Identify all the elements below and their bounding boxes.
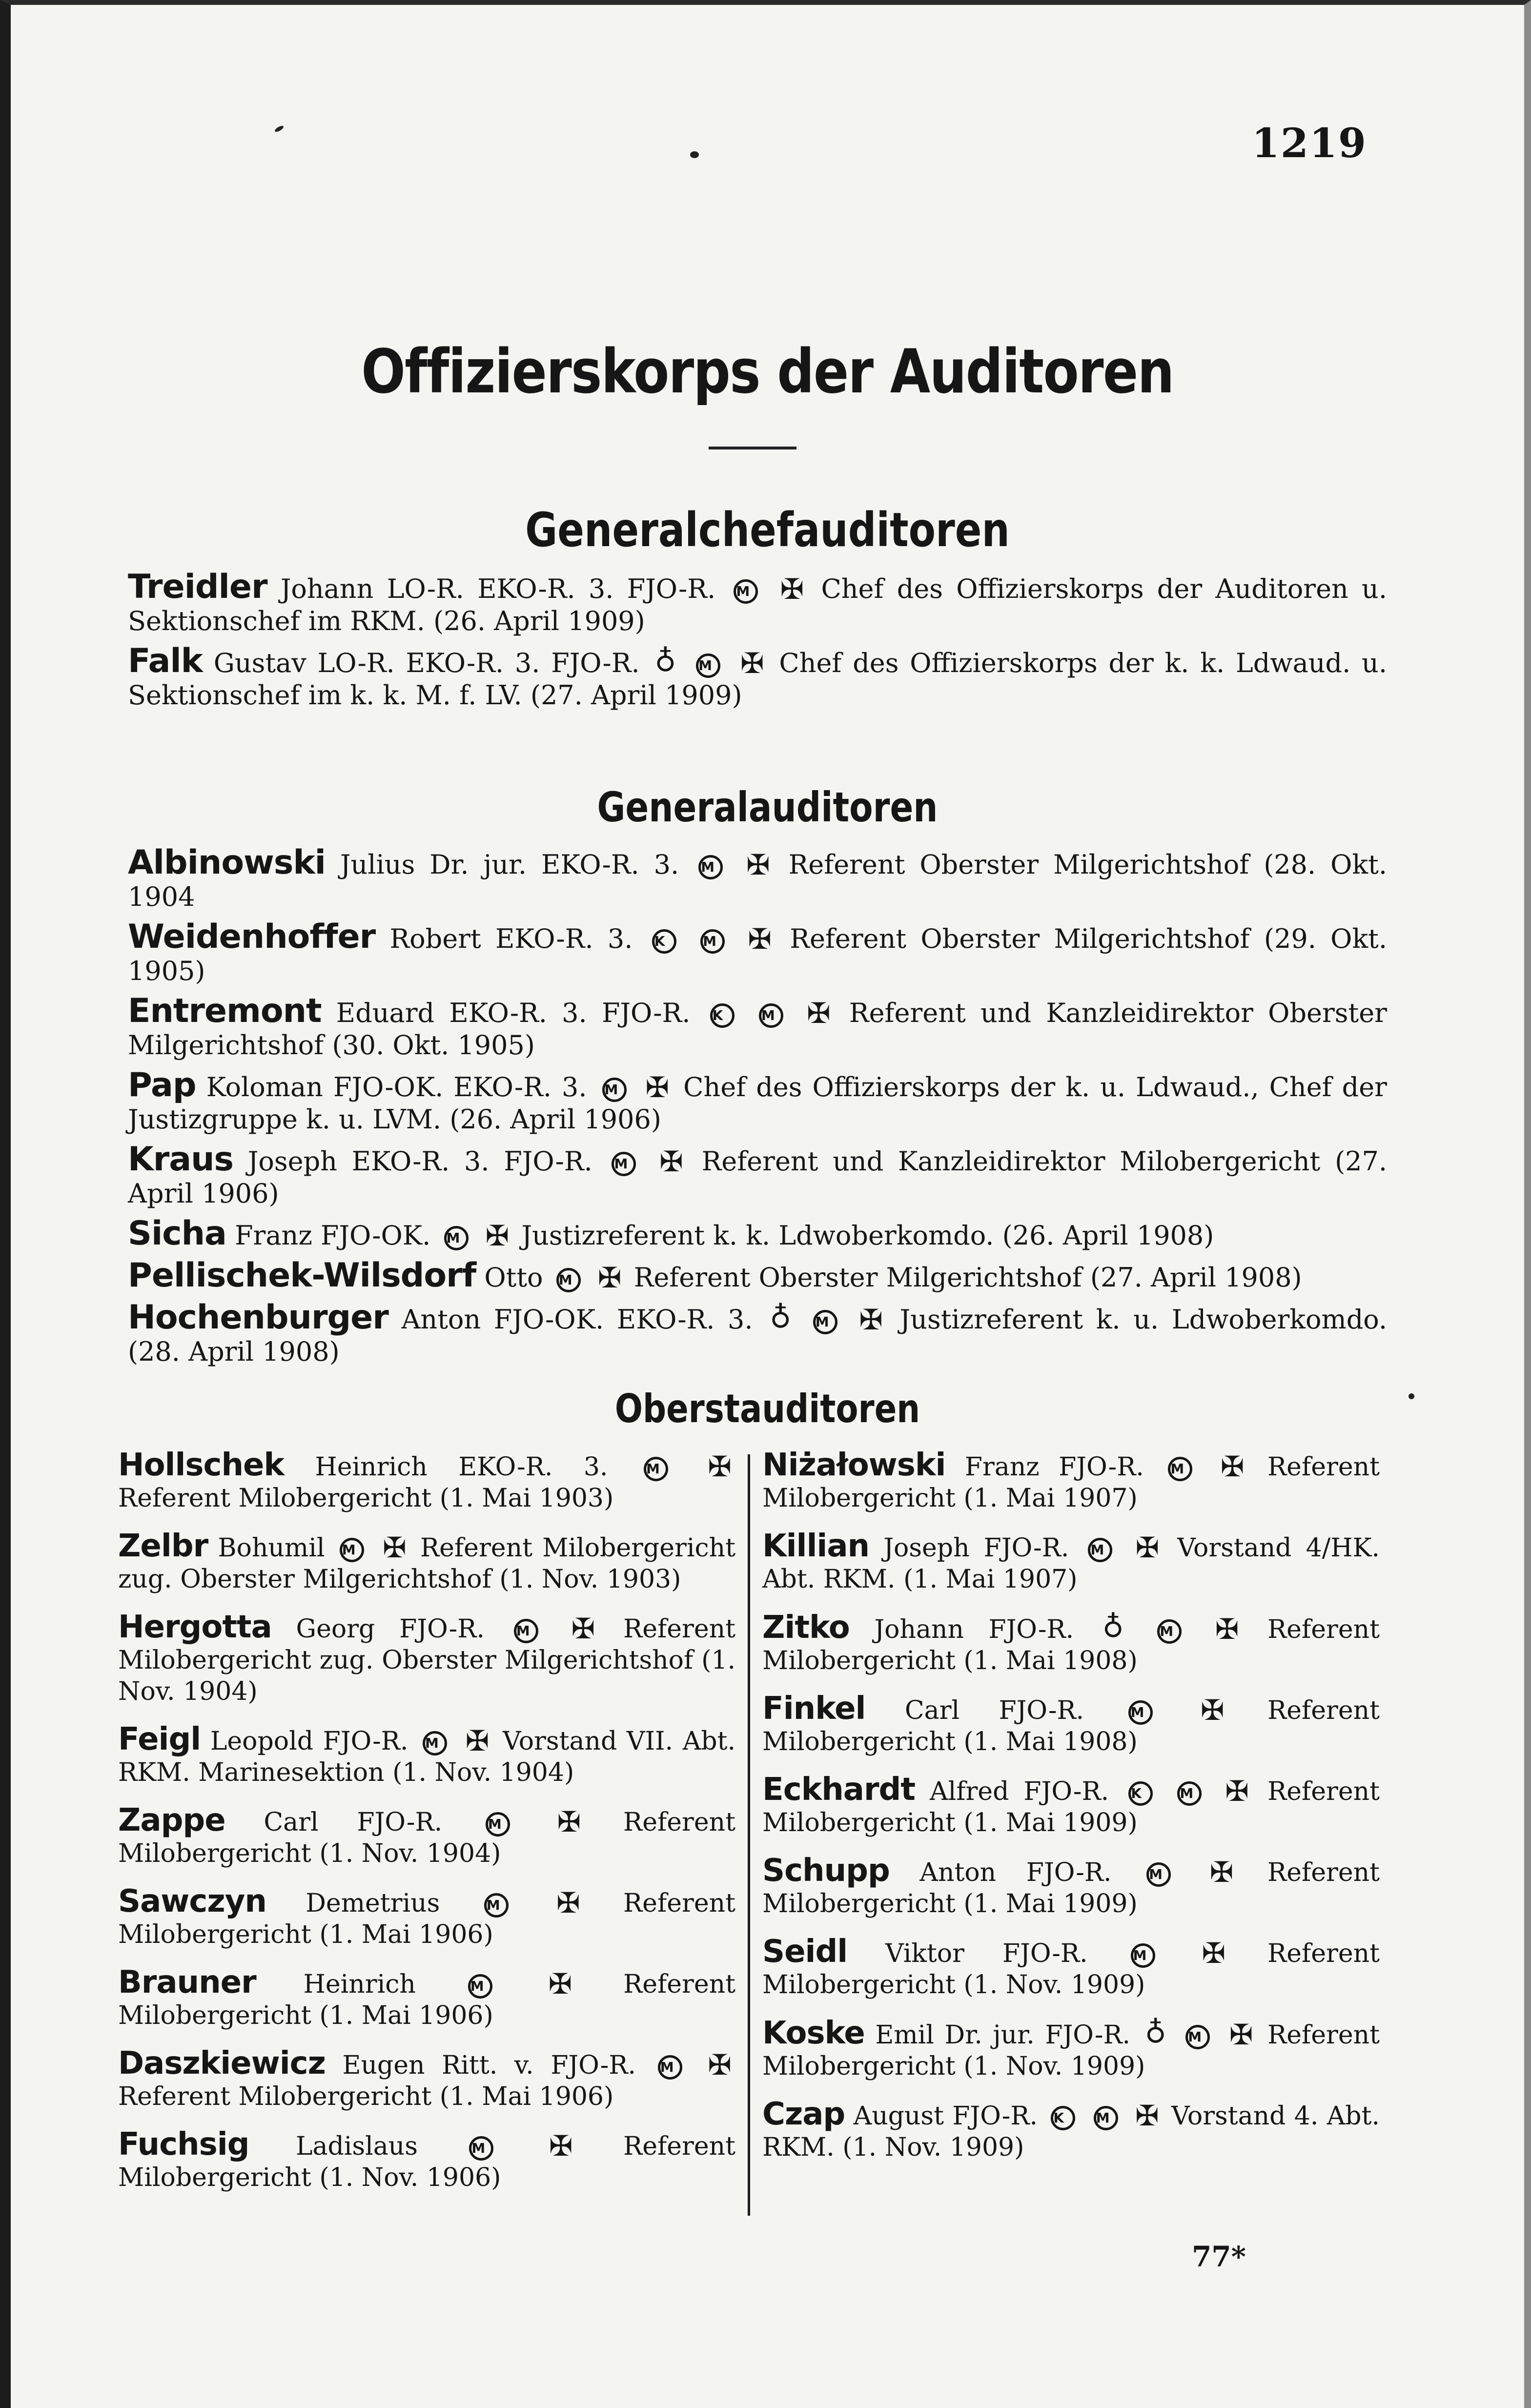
cross-icon: ✠ bbox=[807, 997, 831, 1030]
entry-part1: Ladislaus bbox=[295, 2132, 418, 2161]
entry-part1: Joseph EKO-R. 3. FJO-R. bbox=[247, 1146, 592, 1177]
entry-zappe bbox=[118, 1802, 736, 1869]
cross-icon: ✠ bbox=[548, 1967, 572, 2000]
entry-surname: Pap bbox=[128, 1066, 196, 1104]
cross-icon: ✠ bbox=[383, 1531, 407, 1564]
section-generalchefauditoren bbox=[128, 568, 1388, 719]
medal-k-icon: K bbox=[1128, 1781, 1153, 1806]
title-divider bbox=[709, 447, 796, 449]
entry-surname: Sicha bbox=[128, 1214, 226, 1253]
entry-part2: Referent Milobergericht (1. Mai 1908) bbox=[762, 1696, 1380, 1756]
entry-part2: Referent Milobergericht (1. Mai 1909) bbox=[762, 1858, 1380, 1918]
entry-surname: Falk bbox=[128, 642, 203, 680]
entry-part2: Chef des Offizierskorps der k. k. Ldwaud. u. Sektionschef im k. k. M. f. LV. (27. April 1909) bbox=[128, 648, 1388, 711]
entry-kraus bbox=[128, 1140, 1388, 1210]
entry-part1: Bohumil bbox=[218, 1533, 325, 1563]
entry-surname: Seidl bbox=[762, 1934, 848, 1970]
entry-entremont bbox=[128, 992, 1387, 1061]
medal-m-icon: M bbox=[612, 1152, 636, 1176]
medal-m-icon: M bbox=[1185, 2025, 1210, 2049]
entry-surname: Finkel bbox=[762, 1691, 866, 1727]
ink-speck bbox=[1409, 1393, 1414, 1399]
entry-part1: Viktor FJO-R. bbox=[885, 1939, 1088, 1968]
section-oberstauditoren bbox=[118, 1449, 1382, 2230]
medal-m-icon: M bbox=[1088, 1538, 1112, 1562]
entry-part2: Referent Oberster Milgerichtshof (27. April 1908) bbox=[633, 1262, 1302, 1293]
medal-m-icon: M bbox=[813, 1310, 837, 1334]
entry-surname: Entremont bbox=[128, 992, 322, 1030]
medal-m-icon: M bbox=[700, 929, 725, 954]
entry-pellischek-wilsdorf bbox=[128, 1256, 1387, 1295]
ring-icon: ♁ bbox=[1144, 2016, 1166, 2050]
entry-part2: Referent Milobergericht (1. Nov. 1909) bbox=[762, 1939, 1380, 2000]
entry-zelbr bbox=[118, 1528, 736, 1595]
medal-m-icon: M bbox=[759, 1003, 783, 1028]
section-heading-generalchefauditoren: Generalchefauditoren bbox=[525, 503, 1010, 557]
medal-m-icon: M bbox=[1128, 1700, 1153, 1725]
entry-surname: Hergotta bbox=[118, 1609, 272, 1645]
cross-icon: ✠ bbox=[1135, 1531, 1160, 1564]
entry-part1: Franz FJO-R. bbox=[964, 1452, 1144, 1482]
entry-surname: Zelbr bbox=[118, 1528, 208, 1564]
entry-part1: Emil Dr. jur. FJO-R. bbox=[875, 2020, 1131, 2050]
entry-albinowski bbox=[128, 843, 1387, 913]
entry-weidenhoffer bbox=[128, 918, 1388, 987]
cross-icon: ✠ bbox=[708, 1450, 732, 1483]
entry-part1: Otto bbox=[484, 1262, 543, 1293]
entry-surname: Schupp bbox=[762, 1853, 890, 1889]
entry-surname: Zitko bbox=[762, 1610, 850, 1646]
entry-surname: Albinowski bbox=[128, 843, 326, 882]
entry-part2: Referent Milobergericht (1. Mai 1903) bbox=[118, 1484, 614, 1513]
entry-surname: Daszkiewicz bbox=[118, 2045, 326, 2081]
entry-fuchsig bbox=[118, 2126, 736, 2193]
cross-icon: ✠ bbox=[740, 647, 764, 680]
entry-part1: Robert EKO-R. 3. bbox=[389, 923, 633, 954]
entry-surname: Brauner bbox=[118, 1964, 256, 2000]
medal-m-icon: M bbox=[1157, 1619, 1182, 1644]
entry-part2: Referent Milobergericht (1. Mai 1906) bbox=[118, 2082, 614, 2111]
entry-hochenburger bbox=[128, 1298, 1387, 1368]
entry-part2: Justizreferent k. u. Ldwoberkomdo. (28. April 1908) bbox=[128, 1304, 1387, 1367]
entry-part1: Joseph FJO-R. bbox=[883, 1533, 1069, 1563]
entry-surname: Zappe bbox=[118, 1802, 225, 1838]
medal-k-icon: K bbox=[1051, 2106, 1075, 2130]
medal-m-icon: M bbox=[1168, 1457, 1192, 1481]
cross-icon: ✠ bbox=[1215, 1612, 1239, 1646]
cross-icon: ✠ bbox=[1202, 1937, 1226, 1970]
entry-part2: Referent und Kanzleidirektor Milobergericht (27. April 1906) bbox=[128, 1146, 1388, 1209]
entry-surname: Czap bbox=[762, 2096, 845, 2132]
entry-killian bbox=[762, 1528, 1380, 1595]
entry-part1: Georg FJO-R. bbox=[296, 1614, 485, 1644]
entry-surname: Pellischek-Wilsdorf bbox=[128, 1256, 476, 1295]
cross-icon: ✠ bbox=[1135, 2099, 1159, 2132]
entry-part1: Heinrich bbox=[303, 1970, 416, 1999]
entry-surname: Sawczyn bbox=[118, 1883, 266, 1919]
entry-part2: Referent Milobergericht (1. Mai 1906) bbox=[118, 1889, 735, 1949]
entry-part1: Eugen Ritt. v. FJO-R. bbox=[342, 2051, 636, 2080]
cross-icon: ✠ bbox=[1209, 1856, 1234, 1889]
section-heading-generalauditoren: Generalauditoren bbox=[597, 783, 938, 831]
entry-part1: August FJO-R. bbox=[853, 2102, 1038, 2131]
cross-icon: ✠ bbox=[780, 572, 804, 606]
entry-part2: Referent Milobergericht (1. Mai 1906) bbox=[118, 1970, 736, 2030]
entry-surname: Treidler bbox=[128, 568, 267, 606]
cross-icon: ✠ bbox=[645, 1071, 670, 1104]
entry-part2: Referent Milobergericht (1. Mai 1908) bbox=[762, 1615, 1380, 1675]
page-number: 1219 bbox=[1251, 120, 1367, 167]
cross-icon: ✠ bbox=[557, 1805, 581, 1838]
entry-surname: Kraus bbox=[128, 1140, 233, 1179]
medal-m-icon: M bbox=[658, 2055, 682, 2080]
medal-m-icon: M bbox=[696, 653, 720, 678]
medal-m-icon: M bbox=[469, 2136, 493, 2161]
entry-surname: Hochenburger bbox=[128, 1298, 388, 1337]
entry-part1: Heinrich EKO-R. 3. bbox=[315, 1452, 608, 1482]
medal-m-icon: M bbox=[1146, 1862, 1171, 1887]
entry-hollschek bbox=[118, 1449, 735, 1514]
entry-treidler bbox=[128, 568, 1387, 637]
entry-part1: Alfred FJO-R. bbox=[930, 1777, 1109, 1806]
medal-m-icon: M bbox=[644, 1457, 668, 1481]
entry-finkel bbox=[762, 1693, 1380, 1757]
entry-czap bbox=[762, 2096, 1380, 2163]
entry-surname: Hollschek bbox=[118, 1447, 284, 1483]
entry-hergotta bbox=[118, 1609, 736, 1707]
entry-part1: Eduard EKO-R. 3. FJO-R. bbox=[336, 998, 691, 1028]
entry-part2: Referent Milobergericht (1. Nov. 1904) bbox=[118, 1808, 736, 1868]
medal-m-icon: M bbox=[423, 1731, 447, 1755]
ink-speck bbox=[690, 151, 699, 158]
entry-part2: Referent Milobergericht (1. Mai 1909) bbox=[762, 1777, 1380, 1837]
entry-part1: Carl FJO-R. bbox=[904, 1696, 1084, 1725]
entry-part1: Leopold FJO-R. bbox=[210, 1727, 408, 1756]
entry-falk bbox=[128, 642, 1388, 712]
cross-icon: ✠ bbox=[1220, 1450, 1245, 1483]
column-divider bbox=[748, 1454, 750, 2216]
entry-part2: Referent Oberster Milgerichtshof (29. Okt. 1905) bbox=[128, 923, 1388, 986]
entry-part2: Vorstand 4/HK. Abt. RKM. (1. Mai 1907) bbox=[762, 1533, 1380, 1594]
entry-part1: Julius Dr. jur. EKO-R. 3. bbox=[340, 849, 679, 880]
entry-surname: Eckhardt bbox=[762, 1772, 915, 1808]
signature-mark: 77* bbox=[1191, 2240, 1246, 2273]
entry-schupp bbox=[762, 1855, 1380, 1919]
entry-part1: Gustav LO-R. EKO-R. 3. FJO-R. bbox=[213, 648, 640, 678]
entry-part1: Franz FJO-OK. bbox=[235, 1220, 431, 1251]
medal-m-icon: M bbox=[602, 1078, 627, 1102]
section-heading-oberstauditoren: Oberstauditoren bbox=[614, 1386, 920, 1431]
entry-part2: Referent Milobergericht (1. Mai 1907) bbox=[762, 1452, 1380, 1513]
entry-part2: Referent Milobergericht zug. Oberster Milgerichtshof (1. Nov. 1904) bbox=[118, 1614, 736, 1706]
cross-icon: ✠ bbox=[556, 1886, 580, 1919]
entry-sicha bbox=[128, 1214, 1387, 1253]
entry-feigl bbox=[118, 1721, 735, 1788]
medal-m-icon: M bbox=[556, 1268, 581, 1292]
cross-icon: ✠ bbox=[597, 1261, 622, 1294]
column-left bbox=[118, 1449, 735, 2210]
entry-sawczyn bbox=[118, 1883, 735, 1950]
cross-icon: ✠ bbox=[465, 1724, 490, 1757]
entry-surname: Niżałowski bbox=[762, 1447, 946, 1483]
entry-part1: Carl FJO-R. bbox=[264, 1808, 443, 1837]
entry-brauner bbox=[118, 1964, 736, 2031]
ring-icon: ♁ bbox=[654, 644, 676, 678]
medal-m-icon: M bbox=[444, 1226, 469, 1250]
cross-icon: ✠ bbox=[1229, 2018, 1253, 2051]
medal-m-icon: M bbox=[468, 1974, 492, 1999]
entry-part1: Johann FJO-R. bbox=[874, 1615, 1074, 1644]
column-right bbox=[762, 1449, 1380, 2180]
cross-icon: ✠ bbox=[1201, 1694, 1225, 1727]
page-title: Offizierskorps der Auditoren bbox=[361, 337, 1174, 407]
entry-part1: Johann LO-R. EKO-R. 3. FJO-R. bbox=[280, 573, 716, 604]
entry-part2: Referent Milobergericht zug. Oberster Milgerichtshof (1. Nov. 1903) bbox=[118, 1533, 736, 1594]
entry-eckhardt bbox=[762, 1774, 1380, 1838]
entry-part1: Demetrius bbox=[306, 1889, 440, 1918]
entry-part2: Vorstand 4. Abt. RKM. (1. Nov. 1909) bbox=[762, 2102, 1380, 2162]
cross-icon: ✠ bbox=[485, 1219, 510, 1252]
medal-m-icon: M bbox=[1131, 1943, 1155, 1968]
ring-icon: ♁ bbox=[770, 1301, 792, 1335]
entry-part2: Vorstand VII. Abt. RKM. Marinesektion (1. Nov. 1904) bbox=[118, 1727, 735, 1787]
entry-surname: Koske bbox=[762, 2015, 865, 2051]
cross-icon: ✠ bbox=[859, 1303, 883, 1336]
entry-part2: Chef des Offizierskorps der k. u. Ldwaud., Chef der Justizgruppe k. u. LVM. (26. April 1906) bbox=[128, 1072, 1387, 1135]
medal-m-icon: M bbox=[486, 1812, 510, 1837]
entry-part1: Anton FJO-OK. EKO-R. 3. bbox=[401, 1304, 753, 1335]
entry-pap bbox=[128, 1066, 1387, 1136]
cross-icon: ✠ bbox=[748, 922, 772, 956]
medal-m-icon: M bbox=[1094, 2106, 1118, 2130]
cross-icon: ✠ bbox=[1225, 1775, 1249, 1808]
entry-part2: Referent Oberster Milgerichtshof (28. Okt. 1904 bbox=[128, 849, 1387, 912]
medal-m-icon: M bbox=[1177, 1781, 1202, 1806]
entry-surname: Weidenhoffer bbox=[128, 918, 376, 956]
medal-m-icon: M bbox=[484, 1893, 509, 1918]
cross-icon: ✠ bbox=[549, 2129, 573, 2163]
entry-seidl bbox=[762, 1936, 1380, 2000]
entry-part2: Referent und Kanzleidirektor Oberster Milgerichtshof (30. Okt. 1905) bbox=[128, 998, 1387, 1061]
medal-k-icon: K bbox=[710, 1003, 735, 1028]
entry-koske bbox=[762, 2017, 1380, 2082]
medal-m-icon: M bbox=[514, 1619, 538, 1643]
medal-k-icon: K bbox=[652, 929, 676, 954]
medal-m-icon: M bbox=[698, 855, 723, 879]
entry-part2: Referent Milobergericht (1. Nov. 1906) bbox=[118, 2132, 736, 2192]
cross-icon: ✠ bbox=[746, 848, 770, 881]
entry-part1: Koloman FJO-OK. EKO-R. 3. bbox=[206, 1072, 587, 1102]
medal-m-icon: M bbox=[734, 579, 758, 604]
entry-part2: Justizreferent k. k. Ldwoberkomdo. (26. April 1908) bbox=[521, 1220, 1214, 1251]
entry-surname: Fuchsig bbox=[118, 2126, 249, 2163]
ring-icon: ♁ bbox=[1102, 1610, 1124, 1644]
entry-part2: Referent Milobergericht (1. Nov. 1909) bbox=[762, 2020, 1380, 2081]
entry-part2: Chef des Offizierskorps der Auditoren u. Sektionschef im RKM. (26. April 1909) bbox=[128, 573, 1387, 636]
entry-nizalowski bbox=[762, 1449, 1380, 1514]
ink-speck bbox=[274, 125, 284, 133]
cross-icon: ✠ bbox=[708, 2048, 732, 2081]
entry-daszkiewicz bbox=[118, 2045, 735, 2112]
cross-icon: ✠ bbox=[571, 1612, 595, 1645]
medal-m-icon: M bbox=[340, 1538, 364, 1562]
cross-icon: ✠ bbox=[659, 1145, 683, 1178]
entry-part1: Anton FJO-R. bbox=[919, 1858, 1112, 1887]
entry-zitko bbox=[762, 1612, 1380, 1676]
entry-surname: Killian bbox=[762, 1528, 870, 1564]
entry-surname: Feigl bbox=[118, 1721, 201, 1757]
section-generalauditoren bbox=[128, 843, 1388, 1376]
